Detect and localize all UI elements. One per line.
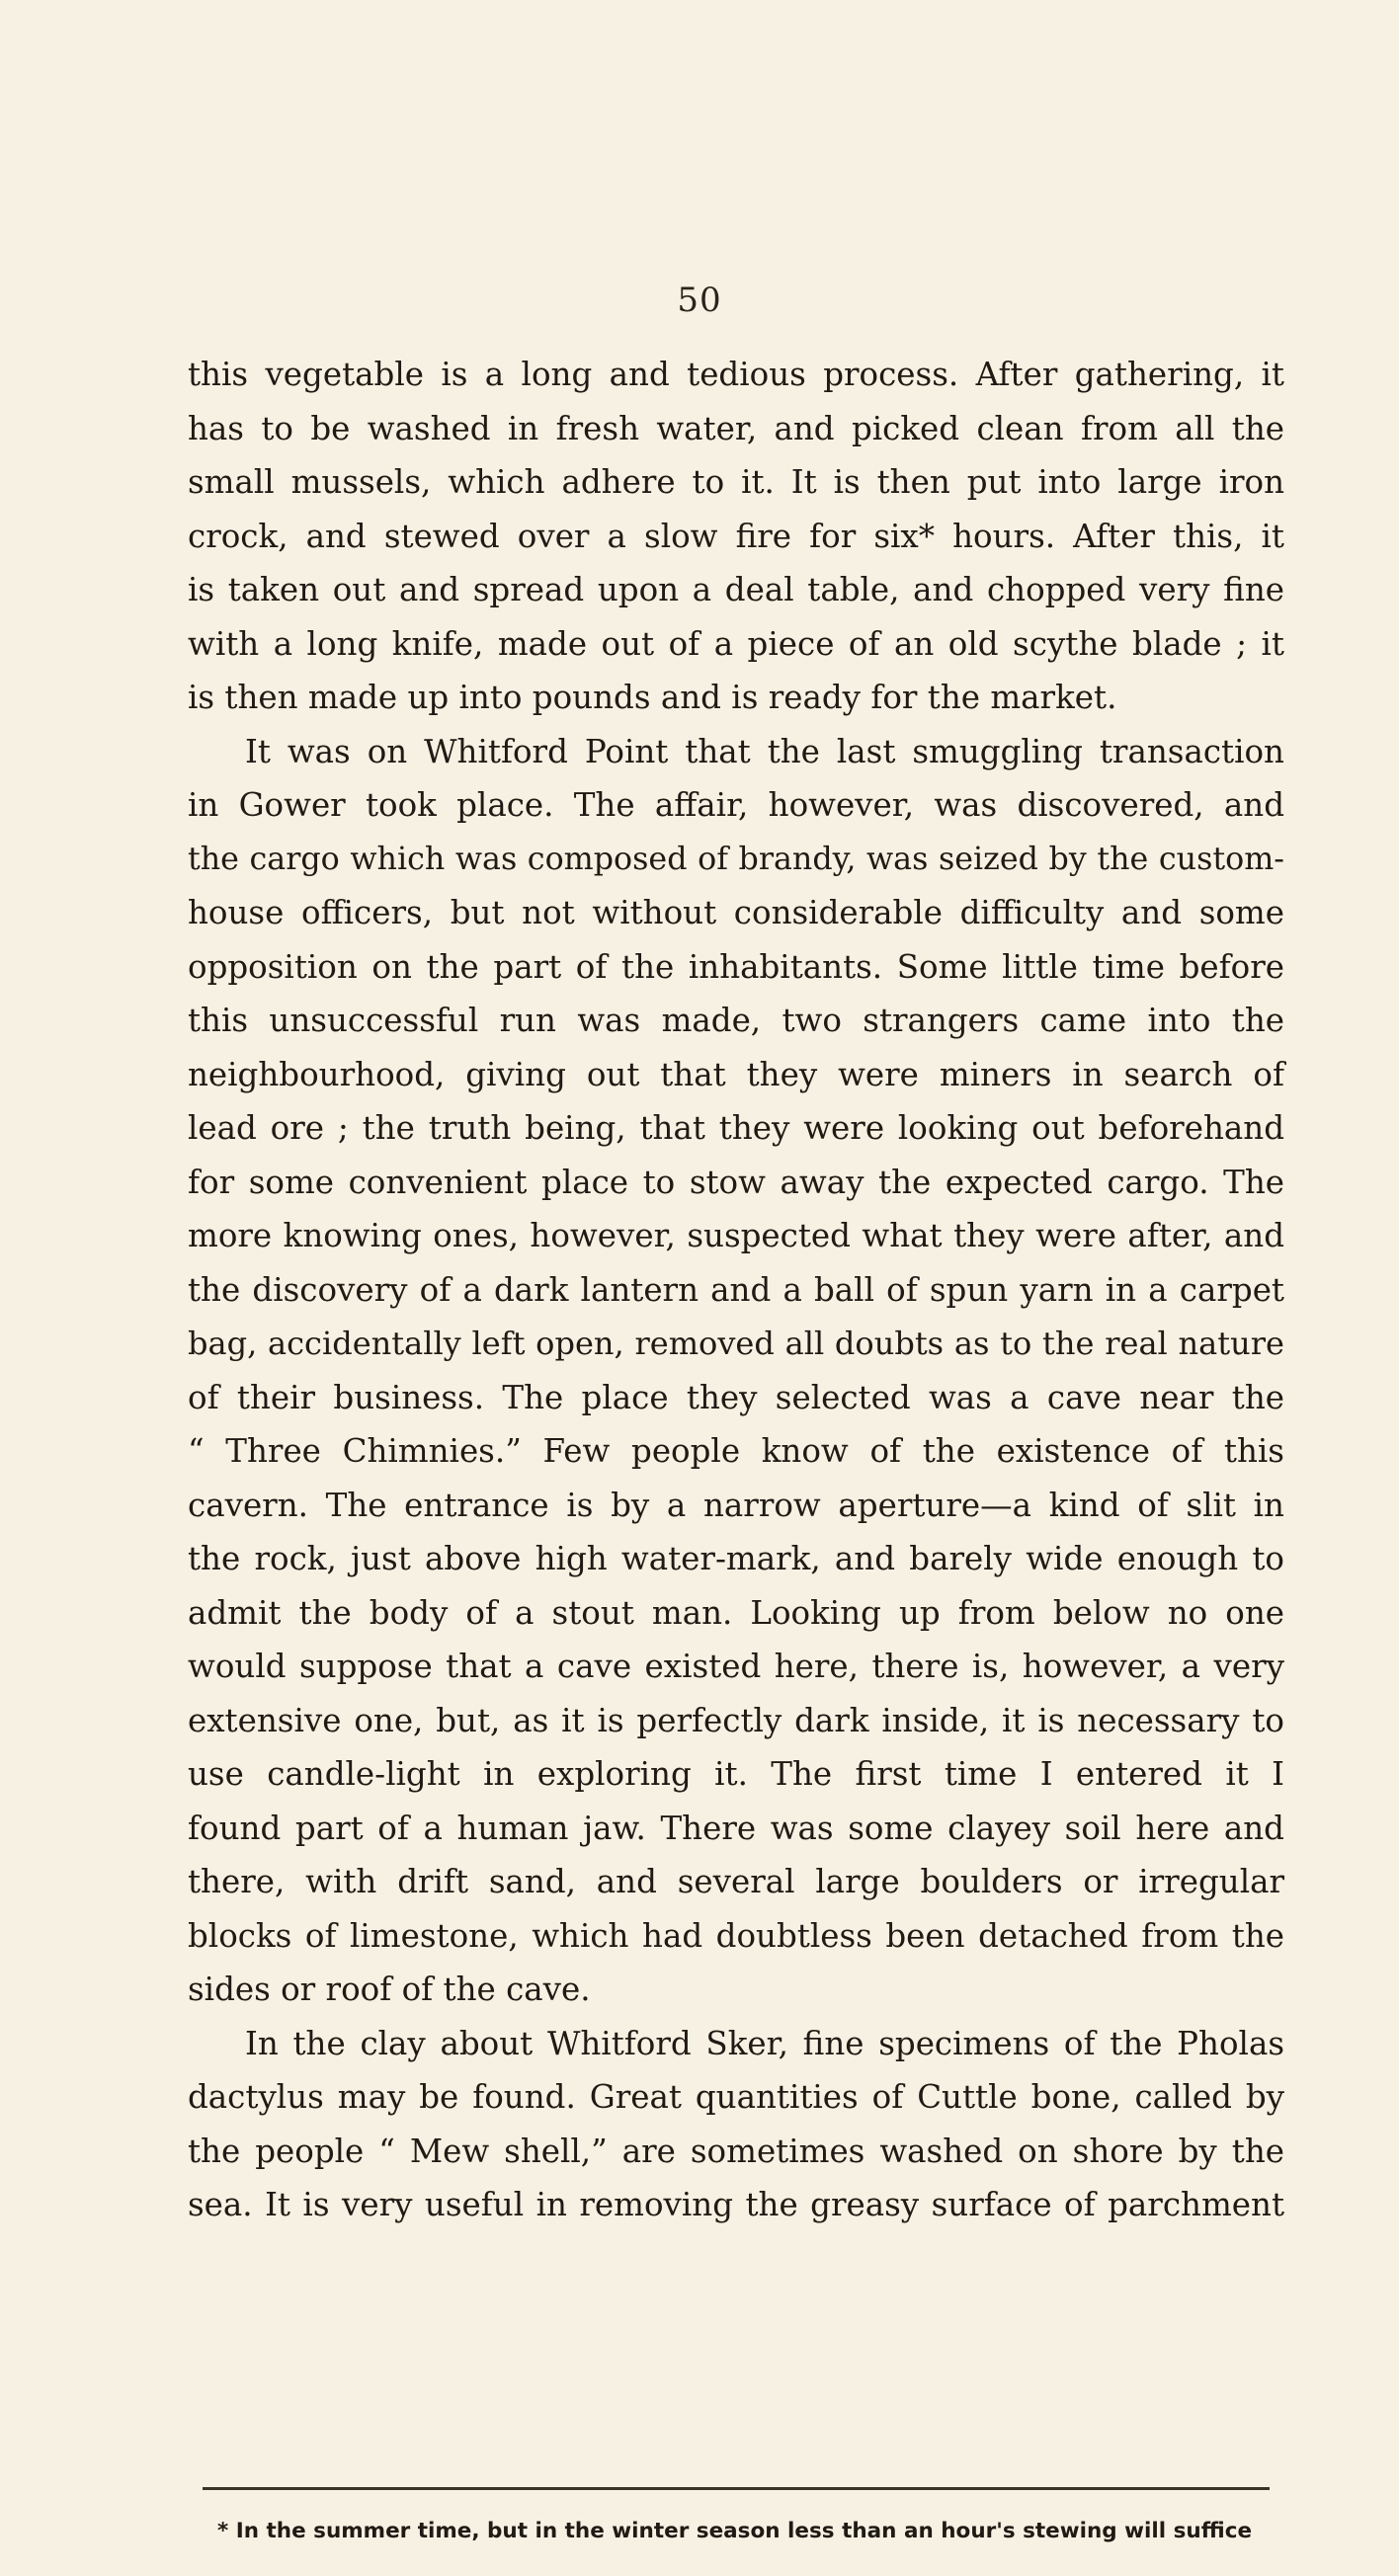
text-line: opposition on the part of the inhabitants. Some little time before [188, 947, 1284, 986]
paragraph-end-line: is then made up into pounds and is ready for the market. [188, 679, 1117, 716]
text-line: cavern. The entrance is by a narrow aperture—a kind of slit in [188, 1486, 1284, 1524]
text-line: of their business. The place they selected was a cave near the [188, 1378, 1284, 1416]
paragraph-start-line: In the clay about Whitford Sker, fine specimens of the Pholas [245, 2024, 1284, 2062]
footnote: * In the summer time, but in the winter season less than an hour's stewing will suffice [217, 2519, 1253, 2543]
text-line: small mussels, which adhere to it. It is then put into large iron [188, 463, 1284, 501]
text-line: crock, and stewed over a slow fire for six* hours. After this, it [188, 517, 1284, 555]
text-line: found part of a human jaw. There was some clayey soil here and [188, 1809, 1284, 1847]
text-line: this vegetable is a long and tedious process. After gathering, it [188, 356, 1284, 393]
body-text [188, 348, 1284, 2232]
text-line: admit the body of a stout man. Looking up from below no one [188, 1593, 1284, 1632]
text-line: is taken out and spread upon a deal table, and chopped very fine [188, 571, 1284, 608]
text-line: house officers, but not without considerable difficulty and some [188, 894, 1284, 931]
text-line: more knowing ones, however, suspected what they were after, and [188, 1217, 1284, 1254]
text-line: neighbourhood, giving out that they were miners in search of [188, 1055, 1284, 1093]
paragraph-end-line: sides or roof of the cave. [188, 1971, 591, 2008]
text-line: extensive one, but, as it is perfectly dark inside, it is necessary to [188, 1701, 1284, 1739]
text-line: the rock, just above high water-mark, and barely wide enough to [188, 1540, 1284, 1577]
text-line: there, with drift sand, and several large boulders or irregular [188, 1863, 1284, 1900]
text-line: has to be washed in fresh water, and picked clean from all the [188, 409, 1284, 447]
text-line: “ Three Chimnies.” Few people know of the existence of this [188, 1432, 1284, 1470]
text-line: this unsuccessful run was made, two strangers came into the [188, 1002, 1284, 1039]
text-line: the people “ Mew shell,” are sometimes washed on shore by the [188, 2132, 1284, 2170]
text-line: sea. It is very useful in removing the greasy surface of parchment [188, 2186, 1284, 2223]
text-line: bag, accidentally left open, removed all doubts as to the real nature [188, 1325, 1284, 1362]
text-line: the discovery of a dark lantern and a ball of spun yarn in a carpet [188, 1270, 1284, 1309]
text-line: for some convenient place to stow away the expected cargo. The [188, 1163, 1284, 1201]
paragraph-start-line: It was on Whitford Point that the last smuggling transaction [245, 732, 1284, 770]
page-number: 50 [677, 281, 722, 320]
text-line: with a long knife, made out of a piece of an old scythe blade ; it [188, 624, 1284, 663]
footnote-rule [203, 2487, 1270, 2490]
text-line: would suppose that a cave existed here, there is, however, a very [188, 1648, 1284, 1685]
text-line: lead ore ; the truth being, that they were looking out beforehand [188, 1109, 1284, 1147]
text-line: dactylus may be found. Great quantities of Cuttle bone, called by [188, 2078, 1284, 2116]
text-line: use candle-light in exploring it. The first time I entered it I [188, 1755, 1284, 1793]
text-line: the cargo which was composed of brandy, was seized by the custom- [188, 841, 1284, 877]
text-line: in Gower took place. The affair, however, was discovered, and [188, 786, 1284, 824]
text-line: blocks of limestone, which had doubtless been detached from the [188, 1916, 1284, 1955]
